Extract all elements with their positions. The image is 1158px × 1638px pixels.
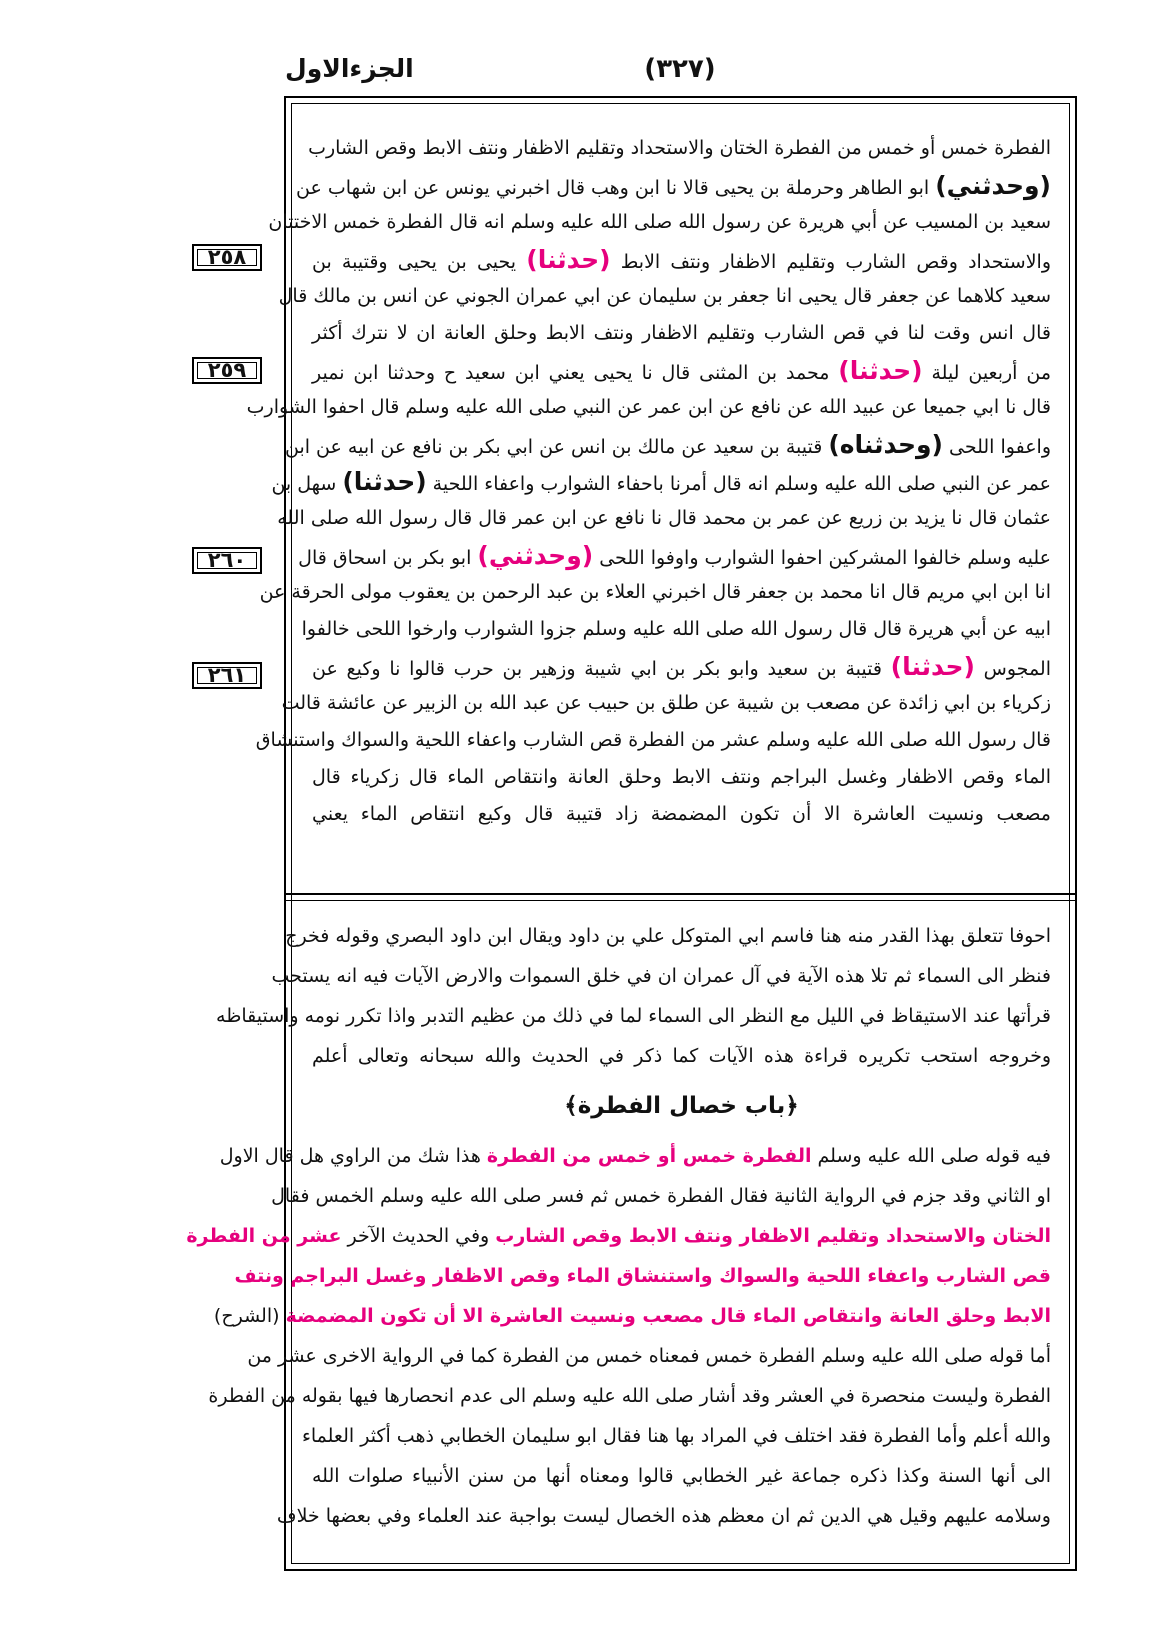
text-segment: عثمان قال نا يزيد بن زريع عن عمر بن محمد قال نا نافع عن ابن عمر قال قال رسول الله صلى الله — [277, 507, 1051, 529]
text-segment: عمر عن النبي صلى الله عليه وسلم انه قال أمرنا باحفاء الشوارب واعفاء اللحية — [426, 473, 1051, 495]
text-line — [234, 1256, 1051, 1296]
text-segment: سهل بن — [271, 473, 343, 495]
text-line — [312, 352, 1051, 389]
text-segment: ابو الطاهر وحرملة بن يحيى قالا نا ابن وهب قال اخبرني يونس عن ابن شهاب عن — [296, 177, 936, 199]
text-segment: قرأتها عند الاستيقاظ في الليل مع النظر الى السماء لما في ذلك من عظيم التدبر واذا تكرر نومه واستيقاظه — [216, 1005, 1051, 1027]
text-segment: المجوس — [974, 658, 1051, 680]
text-line — [276, 1496, 1051, 1536]
text-line — [301, 1416, 1051, 1456]
text-segment: (حدثنا) — [342, 467, 427, 496]
text-segment: سعيد كلاهما عن جعفر قال يحيى انا جعفر بن سليمان عن ابي عمران الجوني عن انس بن مالك قال — [278, 285, 1051, 307]
text-line — [216, 996, 1051, 1036]
highlighted-text: الختان والاستحداد وتقليم الاظفار ونتف الابط وقص الشارب — [495, 1225, 1051, 1247]
text-segment: الفطرة خمس أو خمس من الفطرة الختان والاستحداد وتقليم الاظفار ونتف الابط وقص الشارب — [308, 137, 1051, 159]
hadith-number: ٢٥٩ — [192, 357, 262, 384]
text-segment: قتيبة بن سعيد وابو بكر بن ابي شيبة وزهير بن حرب قالوا نا وكيع عن — [312, 658, 891, 680]
text-line — [284, 426, 1051, 463]
highlighted-text: (وحدثني) — [477, 541, 594, 570]
text-segment: فنظر الى السماء ثم تلا هذه الآية في آل عمران ان في خلق السموات والارض الآيات فيه انه يستحب — [271, 965, 1051, 987]
sharh-body — [186, 1136, 1051, 1536]
text-line — [312, 315, 1051, 352]
text-segment: قال رسول الله صلى الله عليه وسلم عشر من الفطرة قص الشارب واعفاء اللحية والسواك واستنشاق — [255, 729, 1051, 751]
text-line — [298, 537, 1051, 574]
text-line — [208, 1376, 1051, 1416]
text-segment: وسلامه عليهم وقيل هي الدين ثم ان معظم هذه الخصال ليست بواجبة عند العلماء وفي بعضها خلاف — [276, 1505, 1051, 1527]
text-line — [285, 916, 1051, 956]
highlighted-text: قص الشارب واعفاء اللحية والسواك واستنشاق الماء وقص الاظفار وغسل البراجم ونتف — [234, 1265, 1051, 1287]
chapter-title: ﴿باب خصال الفطرة﴾ — [564, 1093, 799, 1119]
text-line — [271, 956, 1051, 996]
highlighted-text: (حدثنا) — [526, 245, 611, 274]
text-line — [259, 574, 1051, 611]
text-line — [296, 167, 1051, 204]
text-segment: وفي الحديث الآخر — [341, 1225, 496, 1247]
text-line — [277, 500, 1051, 537]
text-segment: (وحدثناه) — [828, 430, 943, 459]
highlighted-text: عشر من الفطرة — [186, 1225, 342, 1247]
text-line — [247, 1336, 1051, 1376]
text-line — [271, 463, 1051, 500]
highlighted-text: (حدثنا) — [890, 652, 975, 681]
text-segment: هذا شك من الراوي هل قال الاول — [219, 1145, 487, 1167]
sharh-intro — [216, 916, 1051, 1076]
text-segment: او الثاني وقد جزم في الرواية الثانية فقال الفطرة خمس ثم فسر صلى الله عليه وسلم الخمس فقال — [271, 1185, 1051, 1207]
text-segment: محمد بن المثنى قال نا يحيى يعني ابن سعيد ح وحدثنا ابن نمير — [312, 362, 839, 384]
text-line — [246, 389, 1051, 426]
text-segment: من أربعين ليلة — [922, 362, 1051, 384]
text-line — [219, 1136, 1051, 1176]
hadith-number: ٢٦١ — [192, 662, 262, 689]
text-segment: ابو بكر بن اسحاق قال — [298, 547, 478, 569]
matn-text — [246, 130, 1051, 833]
text-line — [312, 796, 1051, 833]
text-line — [268, 204, 1051, 241]
text-line — [301, 611, 1051, 648]
page-number: (٣٢٧) — [644, 54, 716, 84]
section-divider — [284, 893, 1077, 901]
text-segment: فيه قوله صلى الله عليه وسلم — [811, 1145, 1051, 1167]
text-segment: انا ابن ابي مريم قال انا محمد بن جعفر قال اخبرني العلاء بن عبد الرحمن بن يعقوب مولى الحرقة عن — [259, 581, 1051, 603]
text-line — [312, 1456, 1051, 1496]
page-header — [285, 48, 1075, 88]
text-line — [312, 1036, 1051, 1076]
text-segment: الفطرة وليست منحصرة في العشر وقد أشار صلى الله عليه وسلم الى عدم انحصارها فيها بقوله من الفطرة — [208, 1385, 1051, 1407]
text-segment: (وحدثني) — [935, 171, 1051, 200]
text-line — [312, 648, 1051, 685]
text-line — [255, 722, 1051, 759]
text-line — [312, 759, 1051, 796]
highlighted-text: الابط وحلق العانة وانتقاص الماء قال مصعب ونسيت العاشرة الا أن تكون المضمضة — [285, 1305, 1051, 1327]
hadith-number: ٢٥٨ — [192, 244, 262, 271]
text-segment: احوفا تتعلق بهذا القدر منه هنا فاسم ابي المتوكل علي بن داود ويقال ابن داود البصري وقوله فخرج — [285, 925, 1051, 947]
text-line — [308, 130, 1051, 167]
text-segment: الى أنها السنة وكذا ذكره جماعة غير الخطابي قالوا ومعناه أنها من سنن الأنبياء صلوات الله — [312, 1465, 1051, 1487]
text-segment: ابيه عن أبي هريرة قال قال رسول الله صلى الله عليه وسلم جزوا الشوارب وارخوا اللحى خالفوا — [301, 618, 1051, 640]
hadith-number: ٢٦٠ — [192, 547, 262, 574]
text-segment: يحيى بن يحيى وقتيبة بن — [312, 251, 527, 273]
volume-label: الجزءالاول — [285, 54, 414, 83]
text-segment: واعفوا اللحى — [942, 436, 1051, 458]
highlighted-text: الفطرة خمس أو خمس من الفطرة — [486, 1145, 812, 1167]
text-segment: قال نا ابي جميعا عن عبيد الله عن نافع عن ابن عمر عن النبي صلى الله عليه وسلم قال احفوا الشوارب — [246, 396, 1051, 418]
highlighted-text: (حدثنا) — [838, 356, 923, 385]
text-segment: الماء وقص الاظفار وغسل البراجم ونتف الابط وحلق العانة وانتقاص الماء قال زكرياء قال — [312, 766, 1051, 788]
text-line — [213, 1296, 1051, 1336]
text-segment: وخروجه استحب تكريره قراءة هذه الآيات كما ذكر في الحديث والله سبحانه وتعالى أعلم — [312, 1045, 1051, 1067]
text-line — [281, 685, 1051, 722]
text-segment: قتيبة بن سعيد عن مالك بن انس عن ابي بكر بن نافع عن ابيه عن ابن — [284, 436, 829, 458]
text-segment: سعيد بن المسيب عن أبي هريرة عن رسول الله صلى الله عليه وسلم انه قال الفطرة خمس الاختتان — [268, 211, 1051, 233]
sharh-text — [186, 916, 1051, 1536]
text-segment: قال انس وقت لنا في قص الشارب وتقليم الاظفار ونتف الابط وحلق العانة ان لا نترك أكثر — [312, 322, 1051, 344]
text-segment: (الشرح) — [213, 1305, 286, 1327]
text-segment: والاستحداد وقص الشارب وتقليم الاظفار ونتف الابط — [610, 251, 1051, 273]
text-segment: أما قوله صلى الله عليه وسلم الفطرة خمس فمعناه خمس من الفطرة كما في الرواية الاخرى عشر من — [247, 1345, 1051, 1367]
text-segment: مصعب ونسيت العاشرة الا أن تكون المضمضة زاد قتيبة قال وكيع انتقاص الماء يعني — [312, 803, 1051, 825]
text-line — [278, 278, 1051, 315]
text-line — [312, 241, 1051, 278]
text-segment: زكرياء بن ابي زائدة عن مصعب بن شيبة عن طلق بن حبيب عن عبد الله بن الزبير عن عائشة قالت — [281, 692, 1051, 714]
text-segment: والله أعلم وأما الفطرة فقد اختلف في المراد بها هنا فقال ابو سليمان الخطابي ذهب أكثر العلماء — [301, 1425, 1051, 1447]
text-segment: عليه وسلم خالفوا المشركين احفوا الشوارب واوفوا اللحى — [593, 547, 1051, 569]
text-line — [186, 1216, 1051, 1256]
text-line — [271, 1176, 1051, 1216]
